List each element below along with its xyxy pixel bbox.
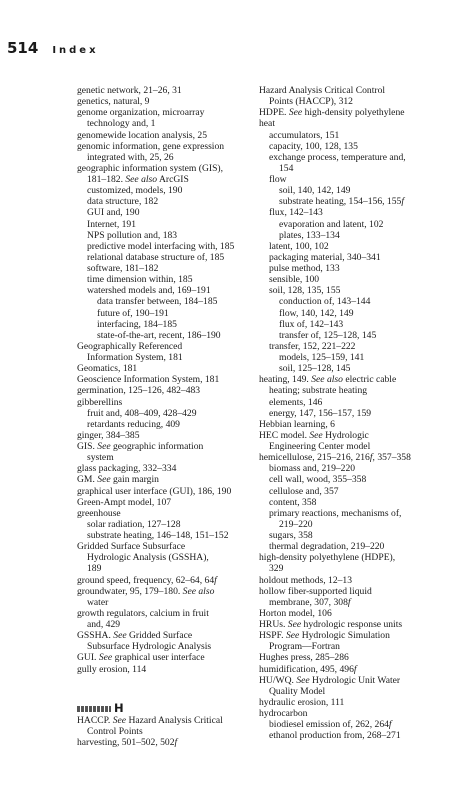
index-entry: heating, 149. See also electric cable heating; substrate heating bbox=[259, 374, 397, 397]
index-entry: ginger, 384–385 bbox=[77, 429, 140, 441]
index-entry: time dimension within, 185 bbox=[87, 274, 193, 286]
index-entry: Horton model, 106 bbox=[259, 607, 332, 619]
index-entry: state-of-the-art, recent, 186–190 bbox=[97, 329, 221, 341]
index-entries-h bbox=[77, 715, 249, 748]
index-entry: flux, 142–143 bbox=[269, 207, 323, 219]
index-entry: solar radiation, 127–128 bbox=[87, 518, 181, 530]
index-entry: content, 358 bbox=[269, 496, 317, 508]
index-entry: data structure, 182 bbox=[87, 196, 159, 208]
index-entry: ground speed, frequency, 62–64, 64f bbox=[77, 574, 217, 586]
index-entry: Green-Ampt model, 107 bbox=[77, 496, 172, 508]
index-entry: evaporation and latent, 102 bbox=[279, 218, 384, 230]
index-entry: accumulators, 151 bbox=[269, 129, 340, 141]
index-entry: sugars, 358 bbox=[269, 530, 313, 541]
index-entry: soil, 125–128, 145 bbox=[279, 363, 351, 375]
index-entry: future of, 190–191 bbox=[97, 307, 169, 319]
index-entries-g bbox=[77, 85, 249, 675]
index-entry: HACCP. See Hazard Analysis Critical Control Points bbox=[77, 714, 223, 737]
index-entry: genetics, natural, 9 bbox=[77, 96, 150, 108]
index-entry: exchange process, temperature and, 154 bbox=[269, 151, 406, 174]
index-entry: Gridded Surface Subsurface Hydrologic Analysis (GSSHA), 189 bbox=[77, 541, 209, 575]
index-entry: interfacing, 184–185 bbox=[97, 318, 177, 330]
index-column-left bbox=[77, 85, 249, 748]
index-entry: gibberellins bbox=[77, 396, 123, 408]
index-entry: hydrocarbon bbox=[259, 708, 308, 719]
index-entry: cell wall, wood, 355–358 bbox=[269, 474, 367, 486]
index-entry: genomic information, gene expression integrated with, 25, 26 bbox=[77, 140, 225, 163]
index-entry: flow bbox=[269, 174, 287, 185]
index-entry: growth regulators, calcium in fruit and, 429 bbox=[77, 607, 209, 630]
index-entry: hollow fiber-supported liquid membrane, 307, 308f bbox=[259, 585, 372, 608]
index-column-right bbox=[259, 85, 459, 741]
index-entry: substrate heating, 146–148, 151–152 bbox=[87, 530, 229, 541]
running-head bbox=[7, 39, 99, 57]
index-entry: Geomatics, 181 bbox=[77, 363, 138, 375]
index-entry: HRUs. See hydrologic response units bbox=[259, 619, 403, 630]
index-entry: hydraulic erosion, 111 bbox=[259, 696, 345, 708]
index-entry: transfer, 152, 221–222 bbox=[269, 340, 356, 352]
index-entry: holdout methods, 12–13 bbox=[259, 574, 353, 586]
index-entry: watershed models and, 169–191 bbox=[87, 285, 211, 297]
index-entry: high-density polyethylene (HDPE), 329 bbox=[259, 552, 396, 575]
index-entry: germination, 125–126, 482–483 bbox=[77, 385, 201, 397]
index-entry: GSSHA. See Gridded Surface Subsurface Hydrologic Analysis bbox=[77, 630, 212, 653]
index-entry: geographic information system (GIS), 181–182. See also ArcGIS bbox=[77, 162, 224, 185]
index-entry: harvesting, 501–502, 502f bbox=[77, 736, 178, 748]
index-entry: NPS pollution and, 183 bbox=[87, 229, 178, 241]
index-entry: glass packaging, 332–334 bbox=[77, 463, 177, 475]
index-entry: Hazard Analysis Critical Control Points (HACCP), 312 bbox=[259, 85, 386, 108]
index-entry: thermal degradation, 219–220 bbox=[269, 541, 385, 553]
index-entry: greenhouse bbox=[77, 507, 121, 519]
index-entry: pulse method, 133 bbox=[269, 263, 340, 274]
running-title: Index bbox=[52, 45, 99, 56]
index-entry: fruit and, 408–409, 428–429 bbox=[87, 407, 197, 419]
index-entry: heat bbox=[259, 118, 275, 130]
index-entry: flow, 140, 142, 149 bbox=[279, 307, 354, 319]
index-entry: customized, models, 190 bbox=[87, 185, 183, 197]
index-entry: biomass and, 219–220 bbox=[269, 463, 356, 475]
index-entry: Geoscience Information System, 181 bbox=[77, 374, 220, 386]
index-entry: software, 181–182 bbox=[87, 263, 159, 274]
index-entry: primary reactions, mechanisms of, 219–220 bbox=[269, 507, 402, 530]
index-entry: models, 125–159, 141 bbox=[279, 352, 365, 363]
index-entry: elements, 146 bbox=[269, 396, 323, 408]
index-entry: capacity, 100, 128, 135 bbox=[269, 140, 358, 152]
index-entry: packaging material, 340–341 bbox=[269, 251, 381, 263]
index-entries-h-continued bbox=[259, 85, 459, 741]
index-entry: GIS. See geographic information system bbox=[77, 441, 204, 464]
index-entry: HEC model. See Hydrologic Engineering Center model bbox=[259, 429, 371, 452]
index-entry: substrate heating, 154–156, 155f bbox=[279, 196, 404, 208]
index-entry: sensible, 100 bbox=[269, 274, 320, 286]
index-entry: HDPE. See high-density polyethylene bbox=[259, 107, 405, 119]
index-entry: genomewide location analysis, 25 bbox=[77, 129, 208, 141]
section-letter: H bbox=[114, 701, 124, 716]
index-entry: hemicellulose, 215–216, 216f, 357–358 bbox=[259, 452, 411, 464]
index-entry: groundwater, 95, 179–180. See also water bbox=[77, 585, 215, 608]
page-number: 514 bbox=[7, 39, 39, 57]
index-entry: latent, 100, 102 bbox=[269, 240, 329, 252]
index-entry: HSPF. See Hydrologic Simulation Program—Fortran bbox=[259, 630, 390, 653]
index-entry: Hughes press, 285–286 bbox=[259, 652, 349, 664]
section-rule bbox=[77, 706, 111, 712]
index-entry: GM. See gain margin bbox=[77, 474, 159, 486]
index-entry: graphical user interface (GUI), 186, 190 bbox=[77, 485, 232, 497]
index-entry: soil, 140, 142, 149 bbox=[279, 185, 351, 197]
section-gap bbox=[77, 675, 249, 695]
index-entry: gully erosion, 114 bbox=[77, 663, 147, 675]
index-entry: retardants reducing, 409 bbox=[87, 418, 180, 430]
index-entry: HU/WQ. See Hydrologic Unit Water Quality Model bbox=[259, 674, 401, 697]
index-entry: humidification, 495, 496f bbox=[259, 663, 357, 675]
index-entry: genetic network, 21–26, 31 bbox=[77, 85, 182, 96]
index-entry: conduction of, 143–144 bbox=[279, 296, 371, 308]
index-entry: Hebbian learning, 6 bbox=[259, 418, 335, 430]
index-entry: ethanol production from, 268–271 bbox=[269, 730, 401, 742]
index-entry: GUI. See graphical user interface bbox=[77, 652, 205, 664]
index-entry: data transfer between, 184–185 bbox=[97, 296, 218, 308]
section-heading-h bbox=[77, 703, 249, 715]
index-entry: cellulose and, 357 bbox=[269, 485, 339, 497]
index-entry: flux of, 142–143 bbox=[279, 318, 344, 330]
index-entry: plates, 133–134 bbox=[279, 229, 340, 241]
index-entry: genome organization, microarray technology and, 1 bbox=[77, 107, 205, 130]
index-entry: soil, 128, 135, 155 bbox=[269, 285, 341, 297]
index-entry: transfer of, 125–128, 145 bbox=[279, 329, 377, 341]
index-entry: biodiesel emission of, 262, 264f bbox=[269, 719, 392, 731]
index-entry: relational database structure of, 185 bbox=[87, 251, 225, 263]
index-entry: Geographically Referenced Information System, 181 bbox=[77, 340, 183, 363]
index-entry: GUI and, 190 bbox=[87, 207, 140, 219]
index-entry: energy, 147, 156–157, 159 bbox=[269, 407, 372, 419]
index-entry: predictive model interfacing with, 185 bbox=[87, 240, 235, 252]
index-entry: Internet, 191 bbox=[87, 218, 137, 230]
